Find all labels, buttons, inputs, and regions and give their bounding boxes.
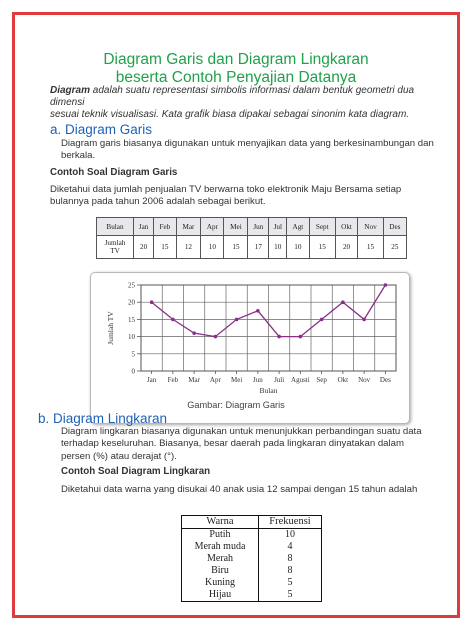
row-label	[97, 236, 134, 259]
value-cell: 15	[309, 236, 335, 259]
table-row	[182, 541, 322, 553]
y-tick-label: 0	[131, 367, 135, 376]
table-row	[97, 218, 407, 236]
data-point	[214, 335, 218, 339]
section-a-desc-line1: Diagram garis biasanya digunakan untuk menyajikan data yang berkesinambungan dan	[61, 138, 434, 149]
y-tick-label: 25	[128, 281, 135, 290]
intro-line1: adalah suatu representasi simbolis informasi dalam bentuk geometri dua dimensi	[50, 85, 415, 108]
table-row	[97, 236, 407, 259]
section-b-example-heading: Contoh Soal Diagram Lingkaran	[61, 466, 211, 477]
table-row	[182, 589, 322, 602]
data-point	[192, 331, 196, 335]
month-cell: Jan	[134, 218, 154, 236]
month-cell: Jun	[248, 218, 269, 236]
row-label-line1: Jumlah	[104, 239, 126, 247]
month-cell: Mei	[224, 218, 248, 236]
frequency-cell: 10	[284, 529, 295, 540]
y-axis-label: Jumlah TV	[106, 311, 115, 345]
header-color: Warna	[182, 516, 259, 529]
value-cell: 15	[224, 236, 248, 259]
table-header-label: Bulan	[97, 218, 134, 236]
y-tick-label: 5	[131, 350, 135, 359]
x-tick-label: Sep	[316, 376, 327, 384]
table-row	[182, 553, 322, 565]
value-cell: 25	[383, 236, 406, 259]
color-cell: Hijau	[182, 589, 259, 602]
data-point	[384, 283, 388, 287]
section-b-heading: b. Diagram Lingkaran	[38, 411, 168, 426]
section-b-example-line1: Diketahui data warna yang disukai 40 anak usia 12 sampai dengan 15 tahun adalah	[61, 484, 418, 495]
x-tick-label: Jun	[253, 376, 263, 384]
section-a-heading: a. Diagram Garis	[50, 122, 153, 137]
frequency-cell: 8	[287, 565, 293, 576]
table-row	[182, 516, 322, 529]
section-a-example-line1: Diketahui data jumlah penjualan TV berwarna toko elektronik Maju Bersama setiap	[50, 184, 402, 195]
section-a-example-heading: Contoh Soal Diagram Garis	[50, 167, 178, 178]
data-point	[320, 318, 324, 322]
x-tick-label: Juli	[274, 376, 285, 384]
frequency-cell: 5	[287, 577, 293, 588]
frequency-cell: 8	[287, 553, 293, 564]
value-cell: 10	[201, 236, 224, 259]
x-tick-label: Okt	[337, 376, 349, 384]
table-row	[182, 577, 322, 589]
month-cell: Sept	[309, 218, 335, 236]
value-cell: 17	[248, 236, 269, 259]
month-cell: Okt	[335, 218, 357, 236]
x-tick-label: Des	[379, 376, 391, 384]
x-tick-label: Jan	[146, 376, 157, 384]
y-tick-label: 15	[128, 315, 135, 324]
data-point	[235, 318, 239, 322]
x-tick-label: Nov	[358, 376, 371, 384]
color-cell: Biru	[182, 565, 259, 577]
value-cell: 10	[269, 236, 287, 259]
section-a-desc-line2: berkala.	[61, 150, 96, 162]
table-row	[182, 529, 322, 542]
value-cell: 12	[176, 236, 201, 259]
color-cell: Merah	[182, 553, 259, 565]
y-tick-label: 20	[128, 298, 135, 307]
month-cell: Agt	[287, 218, 309, 236]
data-point	[299, 335, 303, 339]
header-frequency: Frekuensi	[258, 516, 321, 529]
chart-caption: Gambar: Diagram Garis	[187, 400, 285, 410]
x-tick-label: Mar	[188, 376, 200, 384]
document-title-line1: Diagram Garis dan Diagram Lingkaran	[103, 51, 369, 68]
intro-paragraph	[50, 85, 445, 121]
color-cell: Merah muda	[182, 541, 259, 553]
month-cell: Feb	[154, 218, 176, 236]
document-page	[12, 12, 460, 618]
month-cell: Apr	[201, 218, 224, 236]
y-tick-label: 10	[128, 333, 135, 342]
section-a-description	[61, 138, 434, 163]
x-tick-label: Mei	[230, 376, 243, 384]
data-point	[150, 300, 154, 304]
table-row	[182, 565, 322, 577]
data-point	[341, 300, 345, 304]
frequency-cell: 5	[287, 589, 293, 600]
x-tick-label: Apr	[209, 376, 221, 384]
section-b-desc-line1: Diagram lingkaran biasanya digunakan untuk menunjukkan perbandingan suatu data	[61, 426, 422, 437]
data-point	[362, 318, 366, 322]
section-b-desc-line2: terhadap keseluruhan. Biasanya, besar daerah pada lingkaran dinyatakan dalam	[61, 438, 404, 450]
section-b-description	[61, 426, 422, 463]
data-point	[277, 335, 281, 339]
color-cell: Putih	[182, 529, 259, 542]
data-point	[171, 318, 175, 322]
data-point	[256, 309, 260, 313]
month-cell: Jul	[269, 218, 287, 236]
value-cell: 20	[134, 236, 154, 259]
frequency-cell: 4	[287, 541, 293, 552]
x-tick-label: Agusti	[291, 376, 310, 384]
month-cell: Nov	[358, 218, 383, 236]
color-cell: Kuning	[182, 577, 259, 589]
month-cell: Mar	[176, 218, 201, 236]
document-title-line2: beserta Contoh Penyajian Datanya	[115, 69, 357, 86]
row-label-line2: TV	[110, 247, 120, 255]
x-axis-label: Bulan	[259, 386, 278, 395]
section-a-example-text	[50, 184, 401, 209]
color-frequency-table	[181, 515, 322, 602]
value-cell: 15	[358, 236, 383, 259]
x-tick-label: Feb	[167, 376, 179, 384]
tv-sales-table	[96, 217, 407, 259]
value-cell: 10	[287, 236, 309, 259]
value-cell: 20	[335, 236, 357, 259]
section-a-example-line2: bulannya pada tahun 2006 adalah sebagai berikut.	[50, 196, 266, 208]
intro-bold-term: Diagram	[50, 85, 91, 96]
month-cell: Des	[383, 218, 406, 236]
section-b-desc-line3: persen (%) atau derajat (°).	[61, 450, 177, 462]
value-cell: 15	[154, 236, 176, 259]
intro-line2: sesuai teknik visualisasi. Kata grafik biasa dipakai sebagai sinonim kata diagram.	[50, 109, 410, 120]
